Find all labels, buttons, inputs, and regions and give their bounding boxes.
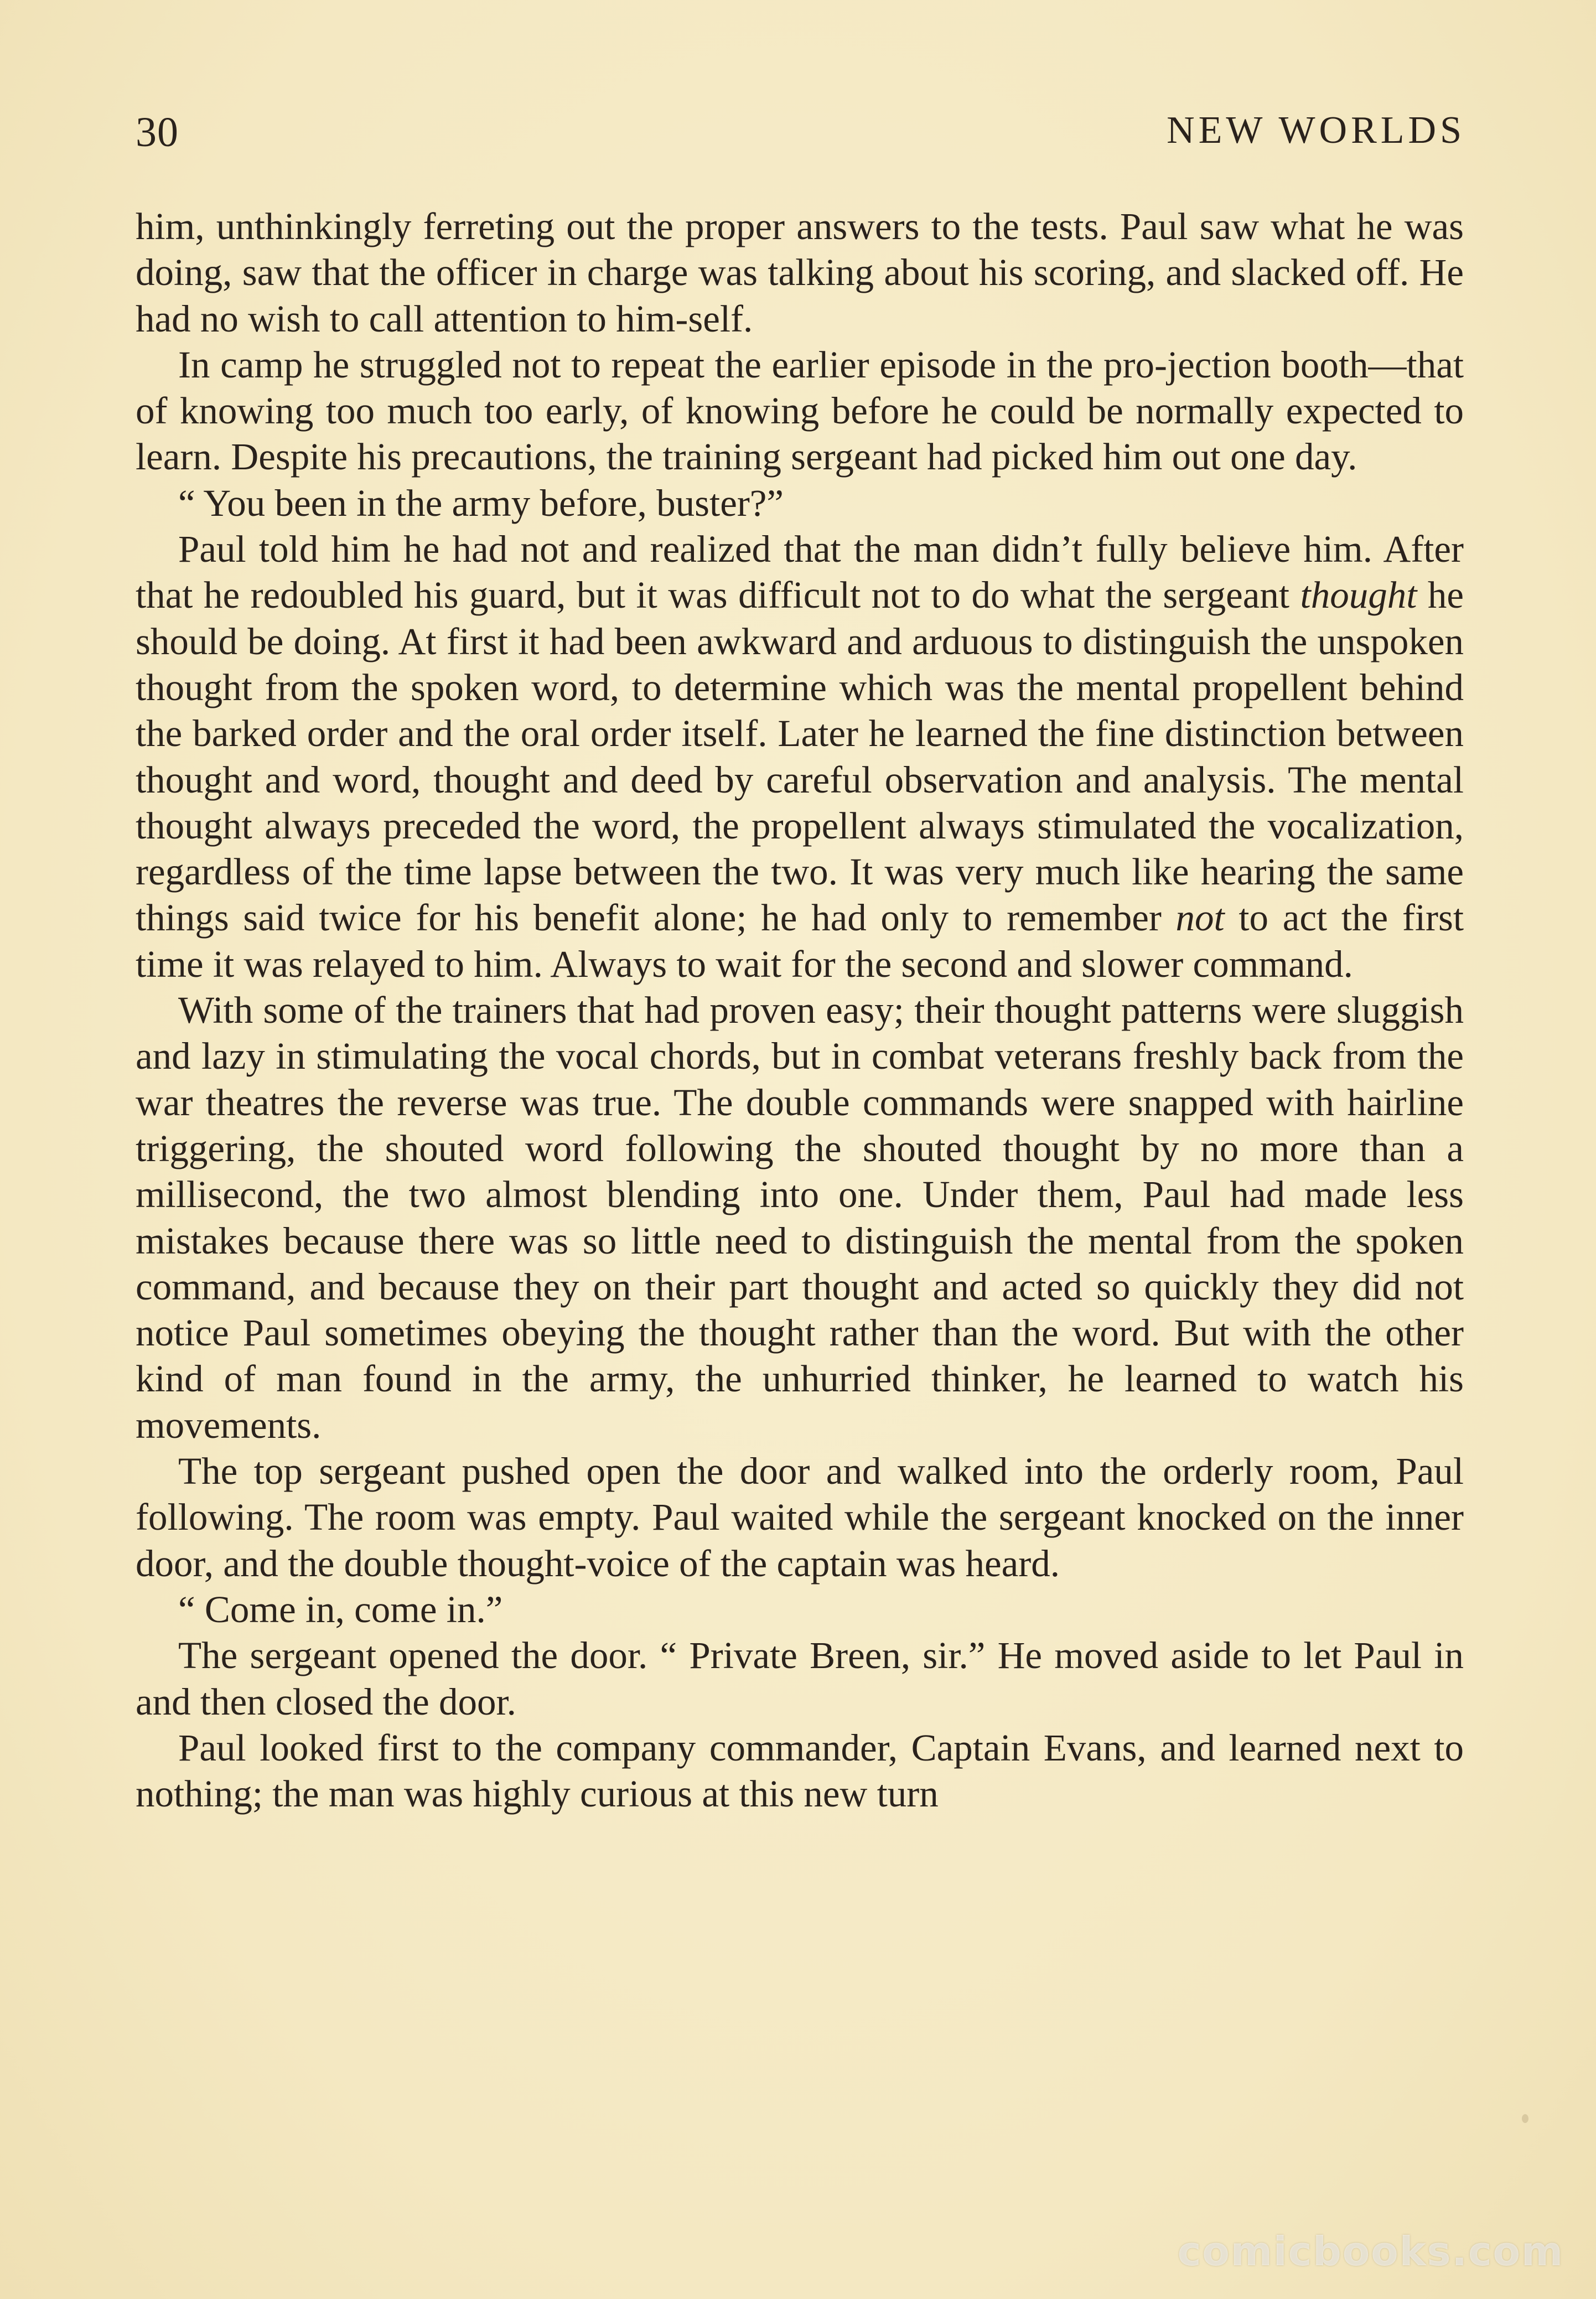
paragraph-9 (136, 1725, 1464, 1818)
watermark: comicbooks.com (1177, 2228, 1564, 2275)
paragraph-6 (136, 1448, 1464, 1587)
paragraph-text: “ You been in the army before, buster?” (178, 481, 784, 524)
paragraph-text: he should be doing. At first it had been awkward and arduous to distinguish the unspoken thought from the spoken word, to determine which was the mental propellent behind the barked order and the oral order itself. Later he learned the fine distinction between thought and word, thought and deed by careful observation and analysis. The mental thought always preceded the word, the propellent always stimulated the vocalization, regardless of the time lapse between the two. It was very much like hearing the same things said twice for his benefit alone; he had only to remember (136, 574, 1464, 939)
paper-speck (1522, 2114, 1528, 2123)
paragraph-text: The top sergeant pushed open the door and walked into the orderly room, Paul following. The room was empty. Paul waited while the sergeant knocked on the inner door, and the double thought-voice of the captain was heard. (136, 1450, 1464, 1585)
paragraph-5 (136, 987, 1464, 1448)
paragraph-4 (136, 526, 1464, 987)
italic-word-not: not (1175, 897, 1225, 939)
page-number: 30 (136, 109, 179, 156)
paragraph-text: Paul told him he had not and realized that the man didn’t fully believe him. After that he redoubled his guard, but it was difficult not to do what the sergeant (136, 528, 1464, 617)
paragraph-1 (136, 204, 1464, 342)
paragraph-2 (136, 342, 1464, 480)
paragraph-text: The sergeant opened the door. “ Private Breen, sir.” He moved aside to let Paul in and then closed the door. (136, 1634, 1464, 1723)
page-header (136, 108, 1465, 169)
paragraph-text: to act the first time it was relayed to him. Always to wait for the second and slower command. (136, 897, 1464, 985)
paragraph-7-dialogue (136, 1587, 1464, 1633)
paragraph-text: With some of the trainers that had proven easy; their thought patterns were sluggish and lazy in stimulating the vocal chords, but in combat veterans freshly back from the war theatres the reverse was true. The double commands were snapped with hairline triggering, the shouted word following the shouted thought by no more than a millisecond, the two almost blending into one. Under them, Paul had made less mistakes because there was so little need to distinguish the mental from the spoken command, and because they on their part thought and acted so quickly they did not notice Paul sometimes obeying the thought rather than the word. But with the other kind of man found in the army, the unhurried thinker, he learned to watch his movements. (136, 989, 1464, 1446)
paragraph-3-dialogue (136, 480, 1464, 526)
paragraph-text: In camp he struggled not to repeat the earlier episode in the pro-jection booth—that of knowing too much too early, of knowing before he could be normally expected to learn. Despite his precautions, the training sergeant had picked him out one day. (136, 343, 1464, 478)
paragraph-text: “ Come in, come in.” (178, 1588, 503, 1630)
body-text (136, 204, 1464, 1817)
paragraph-text: Paul looked first to the company commander, Captain Evans, and learned next to nothing; the man was highly curious at this new turn (136, 1726, 1464, 1815)
paragraph-8 (136, 1633, 1464, 1725)
paragraph-text: him, unthinkingly ferreting out the proper answers to the tests. Paul saw what he was doing, saw that the officer in charge was talking about his scoring, and slacked off. He had no wish to call attention to him-self. (136, 205, 1464, 340)
running-head: NEW WORLDS (1167, 109, 1465, 152)
italic-word-thought: thought (1300, 574, 1417, 617)
